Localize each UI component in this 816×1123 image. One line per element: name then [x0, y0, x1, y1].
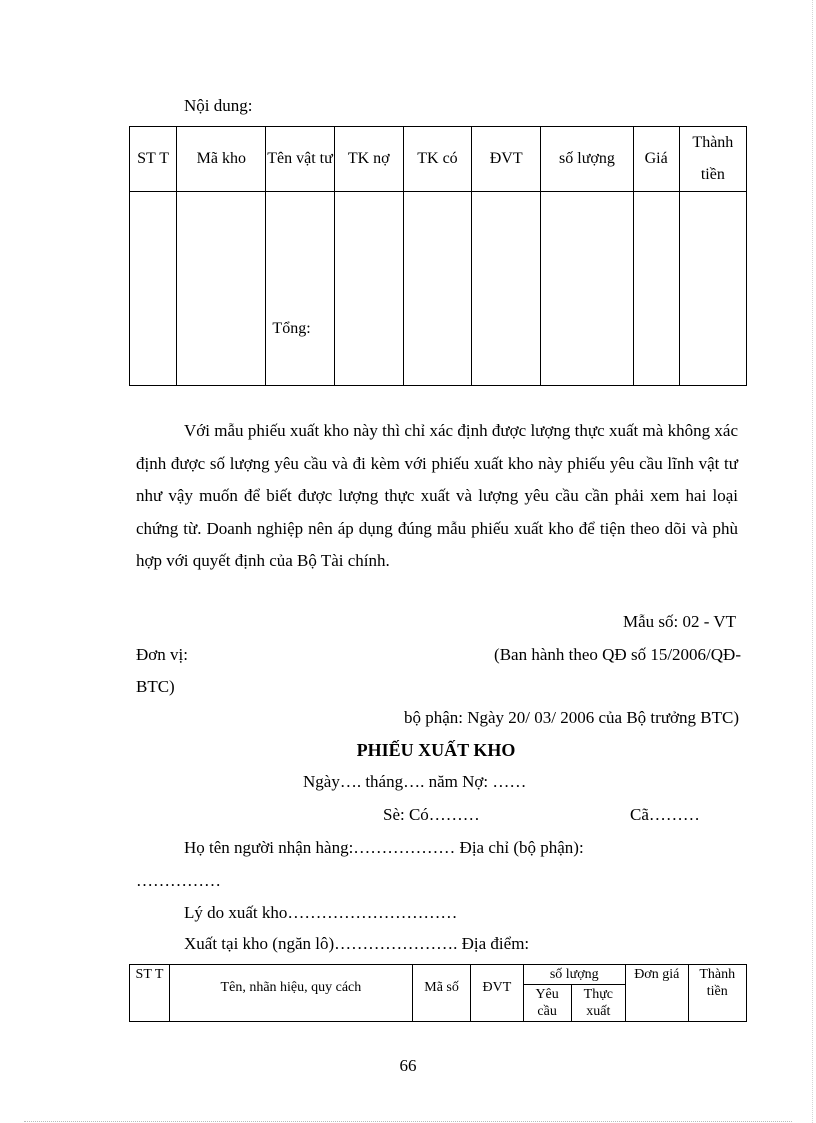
- total-label: Tổng:: [272, 320, 311, 337]
- decision-line-2: BTC): [136, 677, 175, 696]
- header-tk-no: TK nợ: [334, 127, 403, 192]
- warehouse-line: Xuất tại kho (ngăn lô)…………………. Địa điểm:: [184, 934, 530, 953]
- v-header-qty-actual: Thực xuất: [571, 985, 625, 1022]
- body-paragraph: Với mẫu phiếu xuất kho này thì chỉ xác định được lượng thực xuất mà không xác định được số lượng yêu cầu và đi kèm với phiếu xuất kho này phiếu yêu cầu lĩnh vật tư như vậy muốn để biết được lượng thực xuất và lượng yêu cầu cần phải xem hai loại chứng từ. Doanh nghiệp nên áp dụng đúng mẫu phiếu xuất kho để tiện theo dõi và phù hợp với quyết định của Bộ Tài chính.: [136, 421, 738, 571]
- v-header-price: Đơn giá: [626, 965, 689, 1022]
- receiver-line: Họ tên người nhận hàng:……………… Địa chỉ (bộ phận):: [184, 838, 584, 857]
- v-header-code: Mã số: [412, 965, 470, 1022]
- header-ma-kho: Mã kho: [177, 127, 266, 192]
- department-line: bộ phận: Ngày 20/ 03/ 2006 của Bộ trưởng BTC): [403, 708, 739, 727]
- date-line: Ngày…. tháng…. năm Nợ: ……: [303, 772, 527, 791]
- table-body-row: [130, 192, 747, 386]
- v-header-qty-req: Yêu cầu: [523, 985, 571, 1022]
- so-line: Sè: Có………: [383, 805, 480, 824]
- v-header-stt: ST T: [130, 965, 170, 1022]
- header-tk-co: TK có: [403, 127, 471, 192]
- content-label: Nội dung:: [184, 96, 253, 115]
- form-code: Mẫu số: 02 - VT: [622, 612, 736, 631]
- page-edge-rule: [812, 0, 813, 1123]
- header-thanh-tien: Thành tiền: [679, 127, 746, 192]
- voucher-table: [129, 964, 747, 1022]
- header-dvt: ĐVT: [472, 127, 541, 192]
- decision-line-1: (Ban hành theo QĐ số 15/2006/QĐ-: [494, 645, 741, 664]
- v-header-name: Tên, nhãn hiệu, quy cách: [169, 965, 412, 1022]
- page-bottom-rule: [24, 1121, 792, 1122]
- header-ten-vat-tu: Tên vật tư: [266, 127, 334, 192]
- v-header-unit: ĐVT: [471, 965, 523, 1022]
- page-number: 66: [399, 1056, 417, 1075]
- unit-label: Đơn vị:: [136, 645, 188, 664]
- materials-table: [129, 126, 747, 386]
- total-cell: [266, 192, 334, 386]
- header-stt: ST T: [130, 127, 177, 192]
- v-header-amount: Thành tiền: [688, 965, 746, 1022]
- reason-line: Lý do xuất kho…………………………: [184, 903, 458, 922]
- ca-line: Cã………: [630, 805, 700, 824]
- voucher-header-row: [130, 965, 747, 985]
- receiver-dots: ……………: [136, 871, 221, 890]
- form-title: PHIẾU XUẤT KHO: [356, 740, 516, 760]
- v-header-qty: số lượng: [523, 965, 625, 985]
- header-so-luong: số lượng: [541, 127, 633, 192]
- table-header-row: [130, 127, 747, 192]
- header-gia: Giá: [633, 127, 679, 192]
